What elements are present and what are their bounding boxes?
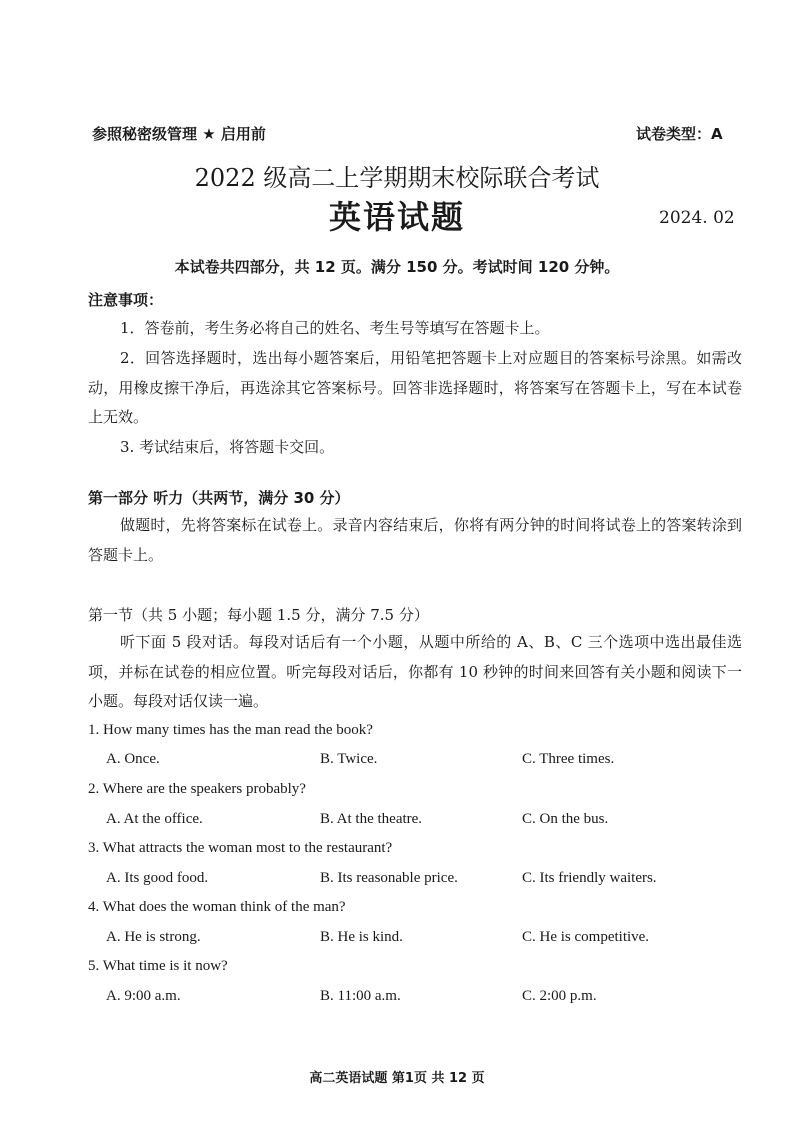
q3-option-a: A. Its good food.: [106, 870, 209, 886]
q2-option-b: B. At the theatre.: [320, 811, 423, 827]
part1-instruction: 做题时，先将答案标在试卷上。录音内容结束后，你将有两分钟的时间将试卷上的答案转涂到答题卡上。: [88, 516, 742, 564]
header-paper-type: 试卷类型：A: [636, 125, 723, 143]
question-5: 5. What time is it now?: [88, 958, 228, 974]
subject-title: 英语试题: [328, 198, 465, 236]
exam-title: 2022 级高二上学期期末校际联合考试: [194, 164, 600, 192]
q2-option-a: A. At the office.: [106, 811, 203, 827]
exam-intro: 本试卷共四部分，共 12 页。满分 150 分。考试时间 120 分钟。: [174, 258, 620, 276]
question-4: 4. What does the woman think of the man?: [88, 899, 346, 915]
header-secrecy: 参照秘密级管理 ★ 启用前: [92, 125, 266, 143]
q2-option-c: C. On the bus.: [522, 811, 609, 827]
q5-option-b: B. 11:00 a.m.: [320, 988, 401, 1004]
notice-item-2: 2．回答选择题时，选出每小题答案后，用铅笔把答题卡上对应题目的答案标号涂黑。如需改动，用橡皮擦干净后，再选涂其它答案标号。回答非选择题时，将答案写在答题卡上，写在本试卷上无效。: [88, 349, 742, 426]
question-2: 2. Where are the speakers probably?: [88, 781, 306, 797]
notice-item-3: 3. 考试结束后，将答题卡交回。: [120, 438, 335, 456]
page-footer: 高二英语试题 第1页 共 12 页: [309, 1071, 485, 1086]
q3-option-c: C. Its friendly waiters.: [522, 870, 657, 886]
question-3: 3. What attracts the woman most to the restaurant?: [88, 840, 393, 856]
q1-option-c: C. Three times.: [522, 751, 615, 767]
notice-item-1: 1．答卷前，考生务必将自己的姓名、考生号等填写在答题卡上。: [120, 319, 550, 337]
q4-option-c: C. He is competitive.: [522, 929, 650, 945]
part1-heading: 第一部分 听力（共两节，满分 30 分）: [88, 489, 350, 507]
q1-option-b: B. Twice.: [320, 751, 378, 767]
q5-option-c: C. 2:00 p.m.: [522, 988, 597, 1004]
q5-option-a: A. 9:00 a.m.: [106, 988, 181, 1004]
exam-date: 2024. 02: [659, 208, 735, 228]
notice-heading: 注意事项：: [88, 291, 164, 309]
section1-heading: 第一节（共 5 小题；每小题 1.5 分，满分 7.5 分）: [88, 606, 429, 624]
q4-option-b: B. He is kind.: [320, 929, 403, 945]
section1-instruction: 听下面 5 段对话。每段对话后有一个小题，从题中所给的 A、B、C 三个选项中选出最佳选项，并标在试卷的相应位置。听完每段对话后，你都有 10 秒钟的时间来回答有关小题和阅读下一小题。每段对话仅读一遍。: [88, 633, 742, 710]
q4-option-a: A. He is strong.: [106, 929, 201, 945]
question-1: 1. How many times has the man read the book?: [88, 722, 373, 738]
q3-option-b: B. Its reasonable price.: [320, 870, 458, 886]
q1-option-a: A. Once.: [106, 751, 160, 767]
